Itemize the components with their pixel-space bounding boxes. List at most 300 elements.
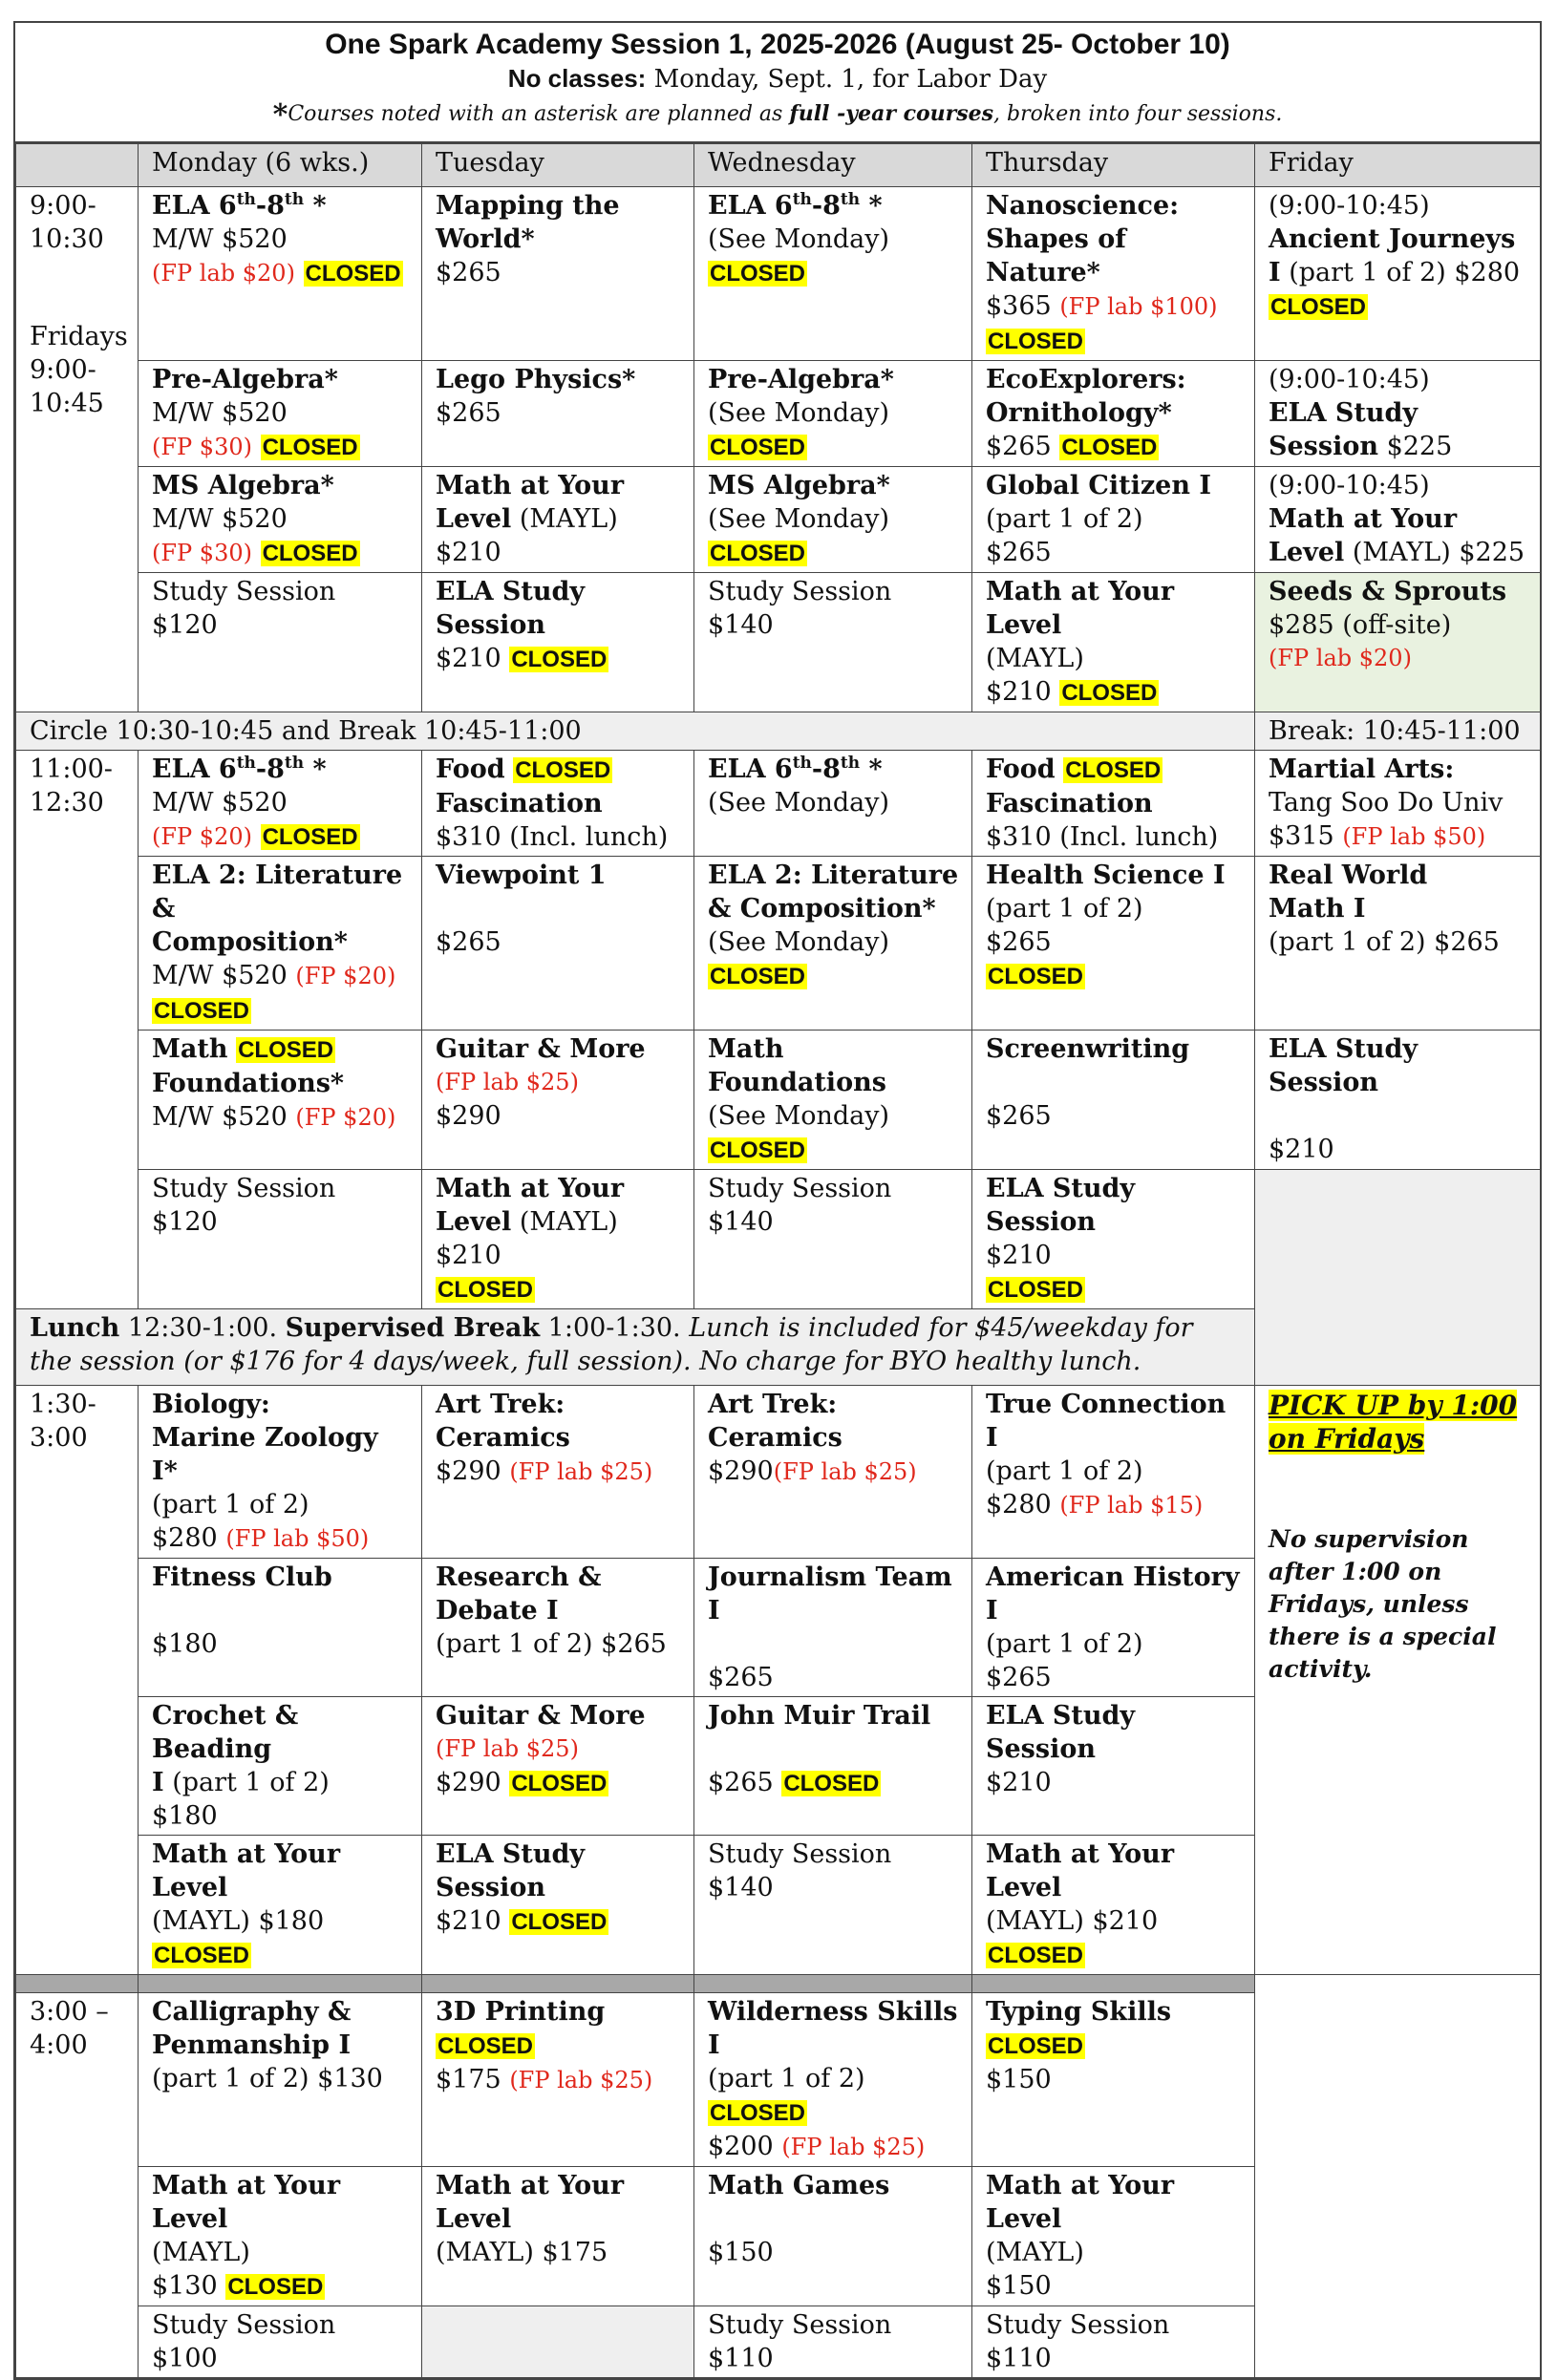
course-title: Ornithology* <box>986 398 1172 428</box>
table-row <box>16 751 1541 857</box>
course-price: $290 <box>436 1101 501 1131</box>
course-title: Session <box>986 1734 1096 1764</box>
separator <box>139 1975 422 1993</box>
course-cell <box>422 1559 694 1697</box>
course-title: Math at Your Level <box>152 2171 341 2234</box>
course-price: $265 <box>436 398 501 428</box>
course-detail: (9:00-10:45) <box>1269 471 1430 500</box>
course-price: $265 <box>986 927 1052 957</box>
course-price: $150 <box>708 2238 774 2267</box>
course-title: Math at Your Level <box>986 1839 1175 1902</box>
course-title: ELA Study Session <box>1269 1034 1418 1097</box>
course-title: ELA 2: Literature <box>708 861 959 890</box>
closed-badge: CLOSED <box>988 329 1084 354</box>
fee-note: (FP lab $50) <box>1342 823 1486 850</box>
closed-badge: CLOSED <box>988 964 1084 989</box>
separator <box>16 1975 139 1993</box>
fee-note: (FP $30) <box>152 540 252 566</box>
course-cell <box>972 857 1255 1031</box>
course-title: Pre-Algebra* <box>152 365 338 394</box>
course-detail: (part 1 of 2) <box>986 1456 1143 1486</box>
course-price: $225 <box>1377 432 1453 461</box>
course-detail: (See Monday) <box>708 504 890 534</box>
course-title: Screenwriting <box>986 1034 1190 1064</box>
course-title: Math at Your <box>436 471 625 500</box>
fee-note: (FP lab $25) <box>436 1735 579 1762</box>
course-title: Study Session <box>986 2310 1170 2340</box>
course-title: Food <box>436 754 505 784</box>
course-title: 3D Printing <box>436 1997 606 2027</box>
closed-badge: CLOSED <box>154 1943 250 1968</box>
course-cell <box>972 187 1255 361</box>
course-cell <box>694 361 972 467</box>
course-cell <box>139 857 422 1031</box>
course-price: $280 <box>986 1490 1052 1519</box>
course-cell <box>972 1836 1255 1975</box>
course-title: Ceramics <box>708 1423 842 1453</box>
course-cell <box>139 467 422 573</box>
course-price: M/W $520 <box>152 961 288 990</box>
course-title: Math I <box>1269 894 1366 924</box>
course-cell <box>694 751 972 857</box>
course-price: $210 <box>1269 1135 1334 1164</box>
course-detail: (MAYL) <box>152 2238 250 2267</box>
table-row <box>16 1031 1541 1170</box>
course-price: $140 <box>708 610 774 640</box>
course-cell <box>1255 361 1541 467</box>
course-cell <box>694 1697 972 1836</box>
course-detail: (part 1 of 2) <box>986 894 1143 924</box>
course-title: Study Session <box>708 1174 892 1203</box>
course-title: ELA Study Session <box>436 1839 586 1902</box>
lunch-time: 12:30-1:00. <box>119 1313 286 1343</box>
course-detail: (See Monday) <box>708 1101 890 1131</box>
course-detail: (MAYL) <box>986 644 1084 673</box>
note-a: Courses noted with an asterisk are planned as <box>288 102 790 126</box>
table-row <box>16 857 1541 1031</box>
table-row <box>16 573 1541 712</box>
course-price: $200 <box>708 2132 774 2161</box>
course-title: Math <box>152 1034 228 1064</box>
course-cell <box>694 1993 972 2167</box>
closed-badge: CLOSED <box>262 824 358 850</box>
course-cell <box>422 361 694 467</box>
time-cell-block4 <box>16 1993 139 2378</box>
time-cell-block3 <box>16 1386 139 1975</box>
fee-note: (FP lab $50) <box>225 1525 370 1552</box>
course-title: Foundations* <box>152 1069 345 1098</box>
time-label: 9:00- <box>30 191 96 221</box>
break-label: Supervised Break <box>285 1313 541 1343</box>
closed-badge: CLOSED <box>437 1277 534 1303</box>
course-detail: (See Monday) <box>708 927 890 957</box>
course-cell <box>422 1170 694 1309</box>
course-title: Ancient Journeys <box>1269 224 1516 254</box>
course-price: (MAYL) $175 <box>436 2238 608 2267</box>
course-price: $140 <box>708 1873 774 1902</box>
course-price: $210 <box>986 677 1052 707</box>
day-friday: Friday <box>1255 144 1541 187</box>
course-title: Study Session <box>708 577 892 606</box>
course-price: $100 <box>152 2344 218 2373</box>
closed-badge: CLOSED <box>1270 294 1367 320</box>
table-row <box>16 187 1541 361</box>
course-title: Penmanship I <box>152 2030 352 2060</box>
course-cell <box>139 573 422 712</box>
course-price: $110 <box>708 2344 774 2373</box>
course-price: $150 <box>986 2271 1052 2301</box>
asterisk-note <box>15 96 1540 133</box>
course-cell <box>1255 467 1541 573</box>
fee-note: (FP lab $100) <box>1059 293 1218 320</box>
course-title: Mapping the <box>436 191 620 221</box>
course-title: ELA 6th-8th * <box>152 190 327 221</box>
course-price: (part 1 of 2) $265 <box>1269 927 1500 957</box>
course-title: Art Trek: <box>436 1390 565 1419</box>
course-price: $265 <box>708 1663 774 1692</box>
asterisk-mark: * <box>272 98 288 132</box>
course-price: $265 <box>436 258 501 287</box>
course-cell <box>422 2167 694 2306</box>
time-header-cell <box>16 144 139 187</box>
course-title: Nanoscience: <box>986 191 1180 221</box>
course-detail: (part 1 of 2) <box>708 2064 865 2093</box>
course-cell <box>694 857 972 1031</box>
course-title: Crochet & Beading <box>152 1701 299 1764</box>
course-title: Journalism Team I <box>708 1562 952 1626</box>
course-title: Study Session <box>708 2310 892 2340</box>
course-title: Shapes of Nature* <box>986 224 1126 287</box>
time-label: 3:00 – <box>30 1997 109 2027</box>
closed-badge: CLOSED <box>1061 680 1158 706</box>
course-title: Lego Physics* <box>436 365 636 394</box>
course-detail: (MAYL) <box>511 504 618 534</box>
course-price: $285 (off-site) <box>1269 610 1452 640</box>
time-label: 4:00 <box>30 2030 88 2060</box>
course-title: American History I <box>986 1562 1240 1626</box>
course-cell <box>972 1697 1255 1836</box>
closed-badge: CLOSED <box>305 261 401 287</box>
course-price: $210 <box>436 644 501 673</box>
course-price: $290 <box>436 1456 501 1486</box>
course-cell <box>694 1386 972 1559</box>
time-label: Fridays <box>30 322 128 351</box>
course-cell <box>972 1386 1255 1559</box>
course-cell <box>139 361 422 467</box>
closed-badge: CLOSED <box>437 2033 534 2059</box>
course-title: Session <box>1269 432 1378 461</box>
course-price: $265 <box>986 538 1052 567</box>
course-cell <box>1255 857 1541 1031</box>
fee-note: (FP lab $20) <box>1269 645 1412 671</box>
course-detail: (9:00-10:45) <box>1269 191 1430 221</box>
course-title: John Muir Trail <box>708 1701 931 1731</box>
separator-row <box>16 1975 1541 1993</box>
separator <box>422 1975 694 1993</box>
course-title: ELA Study <box>1269 398 1418 428</box>
course-title: Math at Your Level <box>986 2171 1175 2234</box>
course-price: (part 1 of 2) $130 <box>152 2064 383 2093</box>
schedule-table <box>15 143 1541 2378</box>
time-label: 11:00- <box>30 754 113 784</box>
course-cell <box>694 467 972 573</box>
time-cell-block2 <box>16 751 139 1309</box>
course-cell <box>422 857 694 1031</box>
course-title: Debate I <box>436 1596 559 1626</box>
course-price: $265 <box>436 927 501 957</box>
course-price: $180 <box>152 1629 218 1659</box>
time-label: 1:30- <box>30 1390 96 1419</box>
separator <box>694 1975 972 1993</box>
closed-badge: CLOSED <box>710 261 806 287</box>
course-price: $120 <box>152 1207 218 1237</box>
course-title: Guitar & More <box>436 1701 646 1731</box>
course-detail: (9:00-10:45) <box>1269 365 1430 394</box>
course-cell <box>139 751 422 857</box>
day-monday: Monday (6 wks.) <box>139 144 422 187</box>
course-price: $110 <box>986 2344 1052 2373</box>
course-detail: (part 1 of 2) <box>986 1629 1143 1659</box>
fee-note: (FP lab $25) <box>781 2134 926 2160</box>
course-price: $150 <box>986 2065 1052 2094</box>
no-classes-label: No classes: <box>507 64 647 93</box>
lunch-label: Lunch <box>30 1313 120 1343</box>
course-title: Level <box>436 504 512 534</box>
closed-badge: CLOSED <box>710 2100 806 2126</box>
course-cell <box>972 2306 1255 2378</box>
schedule-header <box>15 23 1540 143</box>
course-cell <box>972 361 1255 467</box>
course-cell <box>972 573 1255 712</box>
course-price: M/W $520 <box>152 224 288 254</box>
closed-badge: CLOSED <box>988 2033 1084 2059</box>
course-title: Session <box>436 610 545 640</box>
course-cell <box>694 2167 972 2306</box>
time-label: 3:00 <box>30 1423 88 1453</box>
course-cell <box>694 1836 972 1975</box>
break-time: 1:00-1:30. <box>540 1313 690 1343</box>
course-cell <box>422 187 694 361</box>
course-title: Ceramics <box>436 1423 570 1453</box>
table-row <box>16 712 1541 751</box>
course-cell <box>972 751 1255 857</box>
time-label: 12:30 <box>30 788 104 818</box>
course-title: Math at Your <box>436 1174 625 1203</box>
day-wednesday: Wednesday <box>694 144 972 187</box>
course-title: Level <box>1269 538 1345 567</box>
no-classes-note <box>15 61 1540 96</box>
course-price: M/W $520 <box>152 788 288 818</box>
closed-badge: CLOSED <box>238 1037 334 1063</box>
course-title: Marine Zoology I* <box>152 1423 378 1486</box>
course-price: (part 1 of 2) $280 <box>1280 258 1521 287</box>
schedule-sheet <box>13 21 1542 2380</box>
closed-badge: CLOSED <box>710 435 806 460</box>
course-cell <box>422 1386 694 1559</box>
time-label: 9:00- <box>30 355 96 385</box>
course-cell <box>422 751 694 857</box>
closed-badge: CLOSED <box>1061 435 1158 460</box>
course-detail: Tang Soo Do Univ <box>1269 788 1504 818</box>
course-title: ELA 6th-8th * <box>708 754 883 784</box>
course-title: Study Session <box>152 1174 336 1203</box>
note-c: , broken into four sessions. <box>993 102 1283 126</box>
course-price: $265 <box>708 1768 774 1797</box>
course-title: Wilderness Skills I <box>708 1997 958 2060</box>
closed-badge: CLOSED <box>511 647 608 672</box>
fee-note: (FP lab $20) <box>152 260 295 287</box>
closed-badge: CLOSED <box>710 964 806 989</box>
empty-cell <box>1255 1170 1541 1386</box>
course-title: Viewpoint 1 <box>436 861 607 890</box>
course-title: ELA 6th-8th * <box>708 190 883 221</box>
course-price: $365 <box>986 291 1052 321</box>
course-cell <box>139 1836 422 1975</box>
course-title: True Connection I <box>986 1390 1226 1453</box>
empty-friday-cell <box>1255 1975 1541 2378</box>
course-title: I <box>152 1768 164 1797</box>
friday-break-band: Break: 10:45-11:00 <box>1255 712 1541 751</box>
course-price: $210 <box>986 1241 1052 1270</box>
course-cell <box>972 1031 1255 1170</box>
lunch-band <box>16 1309 1255 1386</box>
time-cell-block1 <box>16 187 139 712</box>
fee-note: (FP lab $25) <box>773 1458 917 1485</box>
course-title: Study Session <box>152 2310 336 2340</box>
course-cell <box>1255 187 1541 361</box>
table-row <box>16 1170 1541 1309</box>
fee-note: (FP lab $25) <box>436 1069 579 1095</box>
course-title: Food <box>986 754 1056 784</box>
day-header-row <box>16 144 1541 187</box>
course-price: $210 <box>436 1906 501 1936</box>
table-row <box>16 1386 1541 1559</box>
course-detail: (MAYL) <box>986 2238 1084 2267</box>
course-title: ELA 6th-8th * <box>152 754 327 784</box>
course-cell <box>1255 573 1541 712</box>
course-detail: (See Monday) <box>708 788 890 818</box>
course-price: $180 <box>152 1801 218 1831</box>
course-detail: (part 1 of 2) <box>152 1490 309 1519</box>
course-cell <box>694 1031 972 1170</box>
course-cell <box>139 187 422 361</box>
course-price: $140 <box>708 1207 774 1237</box>
closed-badge: CLOSED <box>710 1137 806 1163</box>
course-title: Pre-Algebra* <box>708 365 894 394</box>
course-cell <box>139 1697 422 1836</box>
empty-cell <box>422 2306 694 2378</box>
course-title: ELA Study <box>436 577 586 606</box>
course-title: Guitar & More <box>436 1034 646 1064</box>
course-title: Fascination <box>986 789 1153 818</box>
course-cell <box>139 2306 422 2378</box>
fee-note: (FP lab $15) <box>1059 1492 1204 1519</box>
pickup-note: PICK UP by 1:00 <box>1269 1390 1518 1421</box>
course-price: (part 1 of 2) $265 <box>436 1629 667 1659</box>
course-cell <box>972 467 1255 573</box>
course-cell <box>1255 751 1541 857</box>
course-price: (MAYL) $225 <box>1344 538 1525 567</box>
closed-badge: CLOSED <box>515 757 611 783</box>
closed-badge: CLOSED <box>988 1943 1084 1968</box>
pickup-note: on Fridays <box>1269 1423 1425 1455</box>
course-title: Math at Your <box>1269 504 1458 534</box>
course-title: Research & <box>436 1562 602 1592</box>
course-title: ELA 2: Literature & <box>152 861 403 924</box>
course-title: Typing Skills <box>986 1997 1172 2027</box>
course-price: M/W $520 <box>152 398 288 428</box>
course-title: Health Science I <box>986 861 1226 890</box>
course-cell <box>972 1993 1255 2167</box>
course-cell <box>694 1559 972 1697</box>
course-price: $175 <box>436 2065 501 2094</box>
closed-badge: CLOSED <box>511 1909 608 1935</box>
time-label: 10:45 <box>30 389 104 418</box>
friday-pickup-cell <box>1255 1386 1541 1975</box>
time-label: 10:30 <box>30 224 104 254</box>
course-title: Study Session <box>152 577 336 606</box>
course-cell <box>422 467 694 573</box>
day-tuesday: Tuesday <box>422 144 694 187</box>
note-b: full -year courses <box>789 101 994 126</box>
course-cell <box>694 1170 972 1309</box>
course-cell <box>139 1386 422 1559</box>
course-cell <box>139 2167 422 2306</box>
day-thursday: Thursday <box>972 144 1255 187</box>
course-title: & Composition* <box>708 894 936 924</box>
course-title: ELA Study <box>986 1701 1136 1731</box>
course-cell <box>694 2306 972 2378</box>
course-detail: (See Monday) <box>708 398 890 428</box>
course-detail: (See Monday) <box>708 224 890 254</box>
course-detail: (part 1 of 2) <box>163 1768 330 1797</box>
course-title: Level <box>436 1207 512 1237</box>
course-title: MS Algebra* <box>152 471 334 500</box>
course-cell <box>694 187 972 361</box>
course-cell <box>422 1836 694 1975</box>
lunch-note: Lunch is included for $45/weekday for the session (or $176 for 4 days/week, full session). No charge for BYO healthy lunch. <box>30 1313 1193 1376</box>
course-cell <box>422 1697 694 1836</box>
course-title: ELA Study Session <box>986 1174 1136 1237</box>
course-price: $290 <box>436 1768 501 1797</box>
course-cell <box>972 2167 1255 2306</box>
course-price: (MAYL) $180 <box>152 1906 325 1936</box>
course-title: Global Citizen I <box>986 471 1211 500</box>
page-title: One Spark Academy Session 1, 2025-2026 (August 25- October 10) <box>325 29 1230 60</box>
fee-note: (FP $20) <box>295 1104 396 1131</box>
closed-badge: CLOSED <box>262 435 358 460</box>
course-title: Composition* <box>152 927 348 957</box>
course-title: Biology: <box>152 1390 270 1419</box>
fee-note: (FP $30) <box>152 434 252 460</box>
course-title: Martial Arts: <box>1269 754 1455 784</box>
closed-badge: CLOSED <box>511 1771 608 1796</box>
course-price: $130 <box>152 2271 218 2301</box>
course-title: Art Trek: <box>708 1390 838 1419</box>
course-cell <box>422 1993 694 2167</box>
closed-badge: CLOSED <box>227 2274 324 2300</box>
course-cell <box>139 1993 422 2167</box>
course-price: $210 <box>986 1768 1052 1797</box>
course-title: Real World <box>1269 861 1428 890</box>
course-title: Math at Your Level <box>152 1839 341 1902</box>
fee-note: (FP lab $25) <box>509 2067 653 2093</box>
circle-break-band: Circle 10:30-10:45 and Break 10:45-11:00 <box>16 712 1255 751</box>
course-title: Math Foundations <box>708 1034 886 1097</box>
course-title: Fitness Club <box>152 1562 332 1592</box>
course-cell <box>422 1031 694 1170</box>
course-title: Seeds & Sprouts <box>1269 577 1507 606</box>
